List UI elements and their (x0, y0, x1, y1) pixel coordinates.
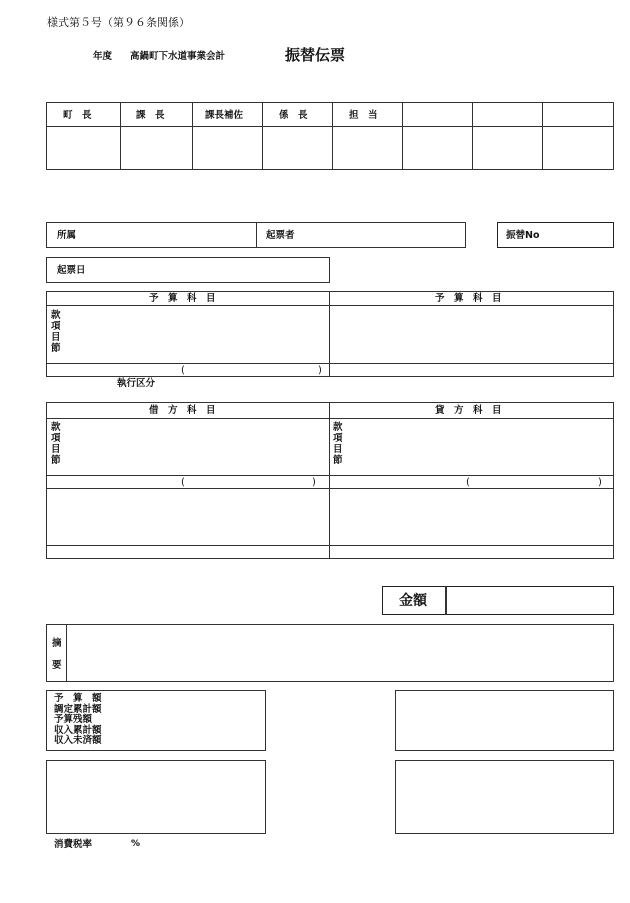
stamp-cell-mayor[interactable] (47, 127, 120, 169)
approval-role-staff: 担 当 (349, 110, 378, 121)
budget-left-header: 予 算 科 目 (149, 293, 216, 304)
amount-label: 金額 (399, 593, 427, 609)
credit-class-kan: 款 (333, 422, 343, 433)
debit-paren-close: ) (312, 477, 316, 488)
affiliation-issuer-divider (256, 222, 257, 248)
stamp-cell-section-chief[interactable] (121, 127, 192, 169)
stamp-cell-deputy-chief[interactable] (193, 127, 262, 169)
budget-bottom-divider (46, 363, 614, 364)
approval-role-deputy-chief: 課長補佐 (205, 110, 244, 121)
approval-role-subsection-chief: 係 長 (279, 110, 308, 121)
class-kan: 款 (51, 310, 61, 321)
class-moku: 目 (51, 332, 61, 343)
budget-amount-label: 予 算 額 (54, 693, 102, 704)
debit-detail-field[interactable] (47, 489, 328, 544)
issuer-label: 起票者 (266, 230, 295, 241)
credit-field[interactable] (347, 420, 613, 474)
summary-field[interactable] (68, 625, 613, 681)
budget-right-field[interactable] (331, 307, 613, 362)
budget-classification-labels (51, 310, 61, 354)
tax-rate-unit: % (131, 839, 141, 849)
execution-label: 執行区分 (117, 378, 156, 389)
issue-date-box[interactable] (46, 257, 330, 283)
approval-role-section-chief: 課 長 (136, 110, 165, 121)
uncollected-label: 収入未済額 (54, 735, 102, 746)
issue-date-label: 起票日 (57, 265, 86, 276)
budget-paren-open: ( (181, 365, 185, 376)
page-title: 振替伝票 (285, 46, 346, 64)
debit-header: 借 方 科 目 (149, 405, 216, 416)
credit-paren-open: ( (466, 477, 470, 488)
assessed-total-label: 調定累計額 (54, 703, 102, 715)
budget-status-labels (54, 694, 102, 747)
dc-paren-top-divider (46, 475, 614, 476)
budget-header-divider (46, 305, 614, 306)
debit-class-kou: 項 (51, 433, 61, 444)
credit-paren-close: ) (598, 477, 602, 488)
budget-paren-close: ) (318, 365, 322, 376)
amount-divider (445, 586, 447, 615)
budget-right-header: 予 算 科 目 (435, 293, 502, 304)
approval-col-line (472, 102, 473, 170)
class-setsu: 節 (51, 343, 61, 354)
credit-class-kou: 項 (333, 433, 343, 444)
approval-role-mayor: 町 長 (63, 110, 92, 121)
dc-lower-divider (46, 545, 614, 546)
debit-class-moku: 目 (51, 444, 61, 455)
class-kou: 項 (51, 321, 61, 332)
form-number: 様式第５号（第９６条関係） (47, 16, 190, 29)
budget-left-field[interactable] (65, 307, 327, 362)
revenue-total-label: 収入累計額 (54, 724, 102, 736)
amount-field[interactable] (448, 588, 612, 614)
stamp-cell-subsection-chief[interactable] (263, 127, 332, 169)
tax-rate-label: 消費税率 (54, 839, 93, 850)
credit-classification-labels (333, 422, 343, 466)
right-upper-box[interactable] (395, 690, 614, 751)
dc-header-divider (46, 418, 614, 419)
debit-field[interactable] (65, 420, 327, 474)
affiliation-label: 所属 (57, 230, 77, 241)
account-name: 高鍋町下水道事業会計 (130, 51, 226, 62)
transfer-no-label: 振替No (506, 230, 540, 241)
approval-col-line (402, 102, 403, 170)
debit-class-kan: 款 (51, 422, 61, 433)
dc-mid-divider (329, 402, 330, 559)
issuer-field[interactable] (305, 223, 465, 247)
credit-header: 貸 方 科 目 (435, 405, 502, 416)
summary-divider (66, 624, 67, 682)
credit-class-setsu: 節 (333, 455, 343, 466)
debit-classification-labels (51, 422, 61, 466)
left-lower-box[interactable] (46, 760, 266, 834)
debit-class-setsu: 節 (51, 455, 61, 466)
summary-label-bottom: 要 (52, 660, 62, 671)
debit-paren-open: ( (181, 477, 185, 488)
fiscal-year-label: 年度 (93, 51, 113, 62)
approval-col-line (542, 102, 543, 170)
credit-class-moku: 目 (333, 444, 343, 455)
stamp-cell-staff[interactable] (333, 127, 402, 169)
affiliation-field[interactable] (90, 223, 254, 247)
summary-label-top: 摘 (52, 638, 62, 649)
budget-balance-label: 予算残額 (54, 714, 93, 725)
right-lower-box[interactable] (395, 760, 614, 834)
budget-mid-divider (329, 291, 330, 377)
credit-detail-field[interactable] (331, 489, 613, 544)
